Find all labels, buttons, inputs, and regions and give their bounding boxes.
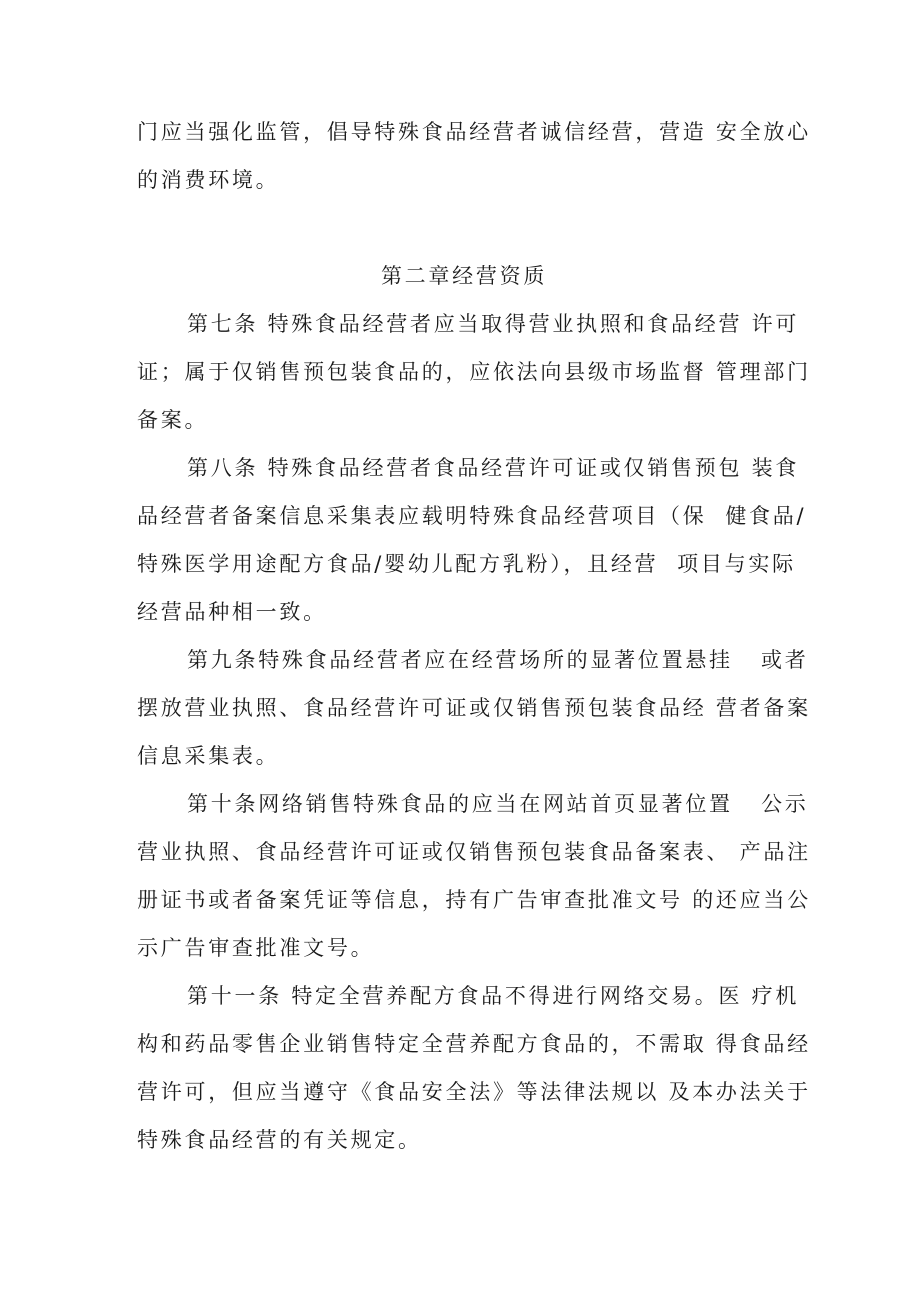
text-line: 营许可，但应当遵守《食品安全法》等法律法规以 及本办法关于 (137, 1080, 811, 1104)
text-line: 特殊医学用途配方食品/婴幼儿配方乳粉），且经营 项目与实际 (137, 552, 796, 576)
text-line: 示广告审查批准文号。 (137, 936, 375, 960)
text-line: 品经营者备案信息采集表应载明特殊食品经营项目（保 健食品/ (137, 504, 807, 528)
text-line: 门应当强化监管，倡导特殊食品经营者诚信经营，营造 安全放心 (137, 120, 811, 144)
article-11 (137, 972, 811, 1164)
text-line: 的消费环境。 (137, 168, 280, 192)
text-line: 摆放营业执照、食品经营许可证或仅销售预包装食品经 营者备案 (137, 696, 811, 720)
article-10 (137, 780, 811, 972)
text-line: 信息采集表。 (137, 744, 280, 768)
intro-paragraph (137, 108, 811, 204)
document-page (137, 108, 811, 1164)
article-8 (137, 444, 807, 636)
chapter-title: 第二章经营资质 (380, 264, 548, 288)
text-line: 第七条 特殊食品经营者应当取得营业执照和食品经营 许可 (187, 312, 800, 336)
text-line: 构和药品零售企业销售特定全营养配方食品的，不需取 得食品经 (137, 1032, 811, 1056)
text-line: 第九条特殊食品经营者应在经营场所的显著位置悬挂 或者 (187, 648, 809, 672)
text-line: 特殊食品经营的有关规定。 (137, 1128, 422, 1152)
text-line: 证；属于仅销售预包装食品的，应依法向县级市场监督 管理部门 (137, 360, 811, 384)
text-line: 第八条 特殊食品经营者食品经营许可证或仅销售预包 装食 (187, 456, 800, 480)
blank-line (137, 204, 791, 252)
text-line: 第十条网络销售特殊食品的应当在网站首页显著位置 公示 (187, 792, 809, 816)
text-line: 册证书或者备案凭证等信息，持有广告审查批准文号 的还应当公 (137, 888, 811, 912)
text-line: 备案。 (137, 408, 209, 432)
article-7 (137, 300, 811, 444)
article-9 (137, 636, 811, 780)
text-line: 经营品种相一致。 (137, 600, 327, 624)
text-line: 营业执照、食品经营许可证或仅销售预包装食品备案表、 产品注 (137, 840, 811, 864)
text-line: 第十一条 特定全营养配方食品不得进行网络交易。医 疗机 (187, 984, 800, 1008)
